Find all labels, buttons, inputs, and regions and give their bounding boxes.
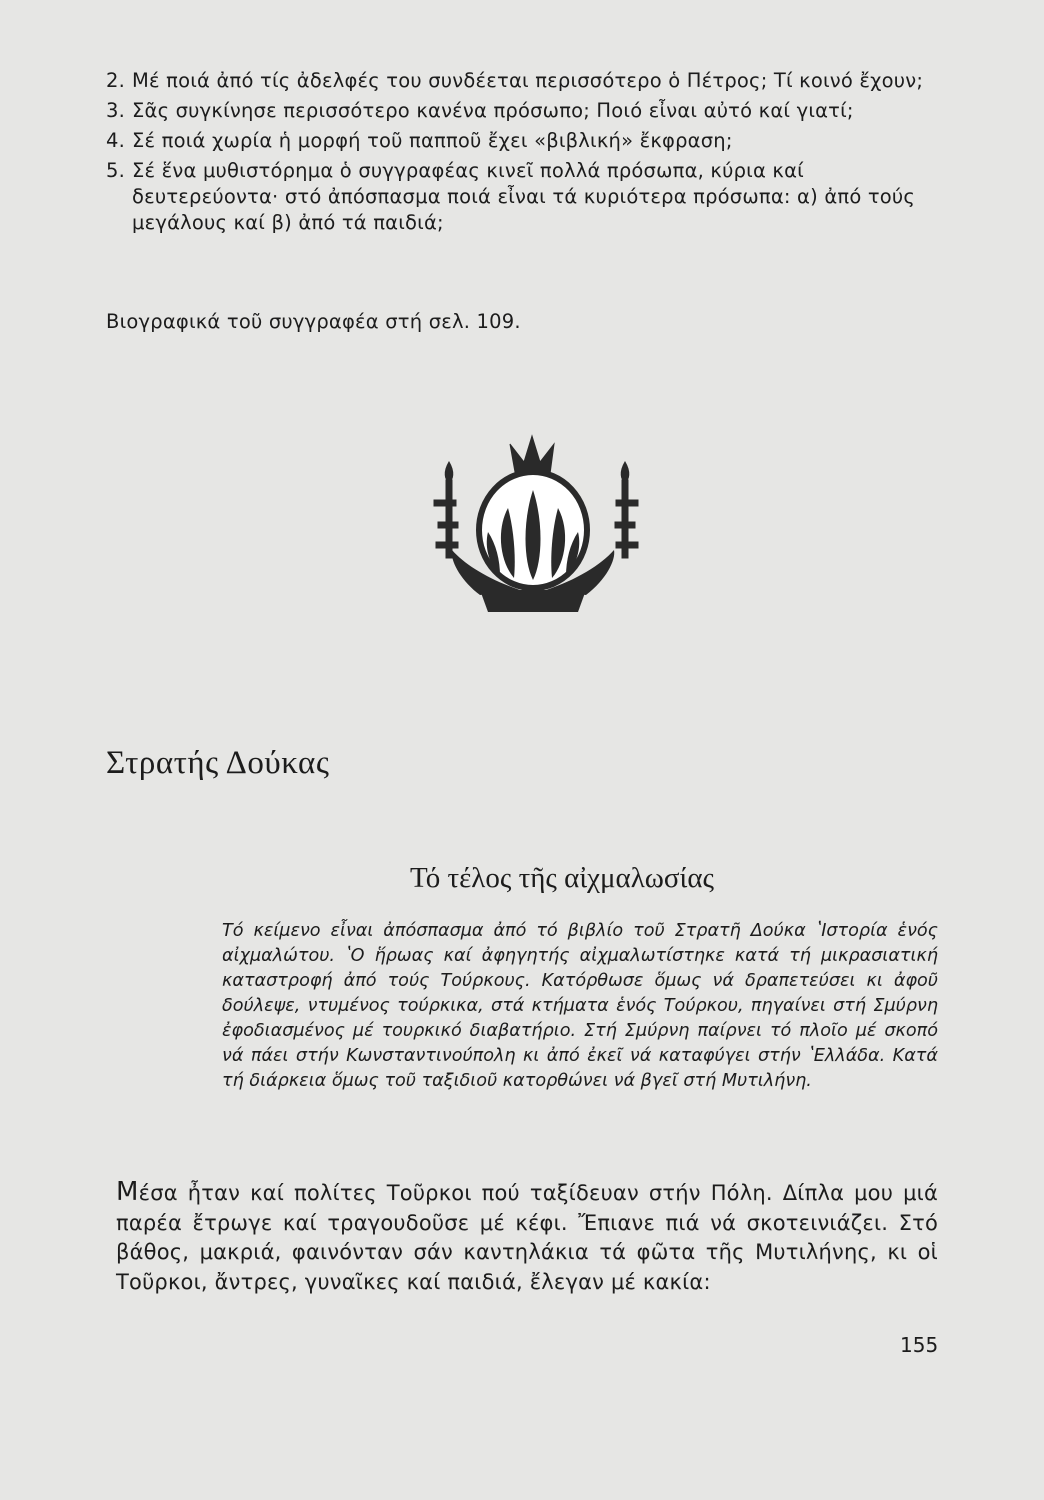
question-number: 2. bbox=[106, 69, 126, 92]
question-item bbox=[106, 128, 936, 154]
question-number: 5. bbox=[106, 159, 126, 182]
question-text: Σέ ἕνα μυθιστόρημα ὁ συγγραφέας κινεῖ πολλά πρόσωπα, κύρια καί δευτερεύοντα· στό ἀπόσπασμα ποιά εἶναι τά κυριότερα πρόσωπα: α) ἀπό τούς μεγάλους καί β) ἀπό τά παιδιά; bbox=[132, 159, 916, 234]
question-number: 4. bbox=[106, 129, 126, 152]
question-item bbox=[106, 158, 936, 236]
drop-cap: Μ bbox=[116, 1177, 139, 1207]
question-text: Σᾶς συγκίνησε περισσότερο κανένα πρόσωπο; Ποιό εἶναι αὐτό καί γιατί; bbox=[132, 99, 854, 122]
bio-note: Βιογραφικά τοῦ συγγραφέα στή σελ. 109. bbox=[106, 310, 521, 333]
question-item bbox=[106, 68, 936, 94]
page-number: 155 bbox=[900, 1333, 939, 1357]
question-list bbox=[106, 68, 936, 240]
chapter-title-text: Τό τέλος τῆς αἰχμαλωσίας bbox=[409, 862, 715, 894]
question-number: 3. bbox=[106, 99, 126, 122]
intro-paragraph: Τό κείμενο εἶναι ἀπόσπασμα ἀπό τό βιβλίο τοῦ Στρατῆ Δούκα ʽΙστορία ἑνός αἰχμαλώτου. ʽΟ ἥρωας καί ἀφηγητής αἰχμαλωτίστηκε κατά τή μικρασιατική καταστροφή ἀπό τούς Τούρκους. Κατόρθωσε ὅμως νά δραπετεύσει κι ἀφοῦ δούλεψε, ντυμένος τούρκικα, στά κτήματα ἑνός Τούρκου, πηγαίνει στή Σμύρνη ἐφοδιασμένος μέ τουρκικό διαβατήριο. Στή Σμύρνη παίρνει τό πλοῖο μέ σκοπό νά πάει στήν Κωνσταντινούπολη κι ἀπό ἐκεῖ νά καταφύγει στήν ʽΕλλάδα. Κατά τή διάρκεια ὅμως τοῦ ταξιδιοῦ κατορθώνει νά βγεῖ στή Μυτιλήνη. bbox=[222, 921, 938, 1091]
author-name: Στρατής Δούκας bbox=[106, 745, 330, 781]
pomegranate-ornament-icon bbox=[410, 430, 660, 630]
question-item bbox=[106, 98, 936, 124]
body-text: έσα ἦταν καί πολίτες Τοῦρκοι πού ταξίδευαν στήν Πόλη. Δίπλα μου μιά παρέα ἔτρωγε καί τραγουδοῦσε μέ κέφι. Ἔπιανε πιά νά σκοτεινιάζει. Στό βάθος, μακριά, φαινόνταν σάν καντηλάκια τά φῶτα τῆς Μυτιλήνης, κι οἱ Τοῦρκοι, ἄντρες, γυναῖκες καί παιδιά, ἔλεγαν μέ κακία: bbox=[116, 1181, 938, 1294]
chapter-title bbox=[0, 862, 1044, 895]
question-text: Μέ ποιά ἀπό τίς ἀδελφές του συνδέεται περισσότερο ὁ Πέτρος; Τί κοινό ἔχουν; bbox=[132, 69, 924, 92]
body-paragraph bbox=[116, 1178, 938, 1297]
question-text: Σέ ποιά χωρία ἡ μορφή τοῦ παπποῦ ἔχει «βιβλική» ἔκφραση; bbox=[132, 129, 733, 152]
